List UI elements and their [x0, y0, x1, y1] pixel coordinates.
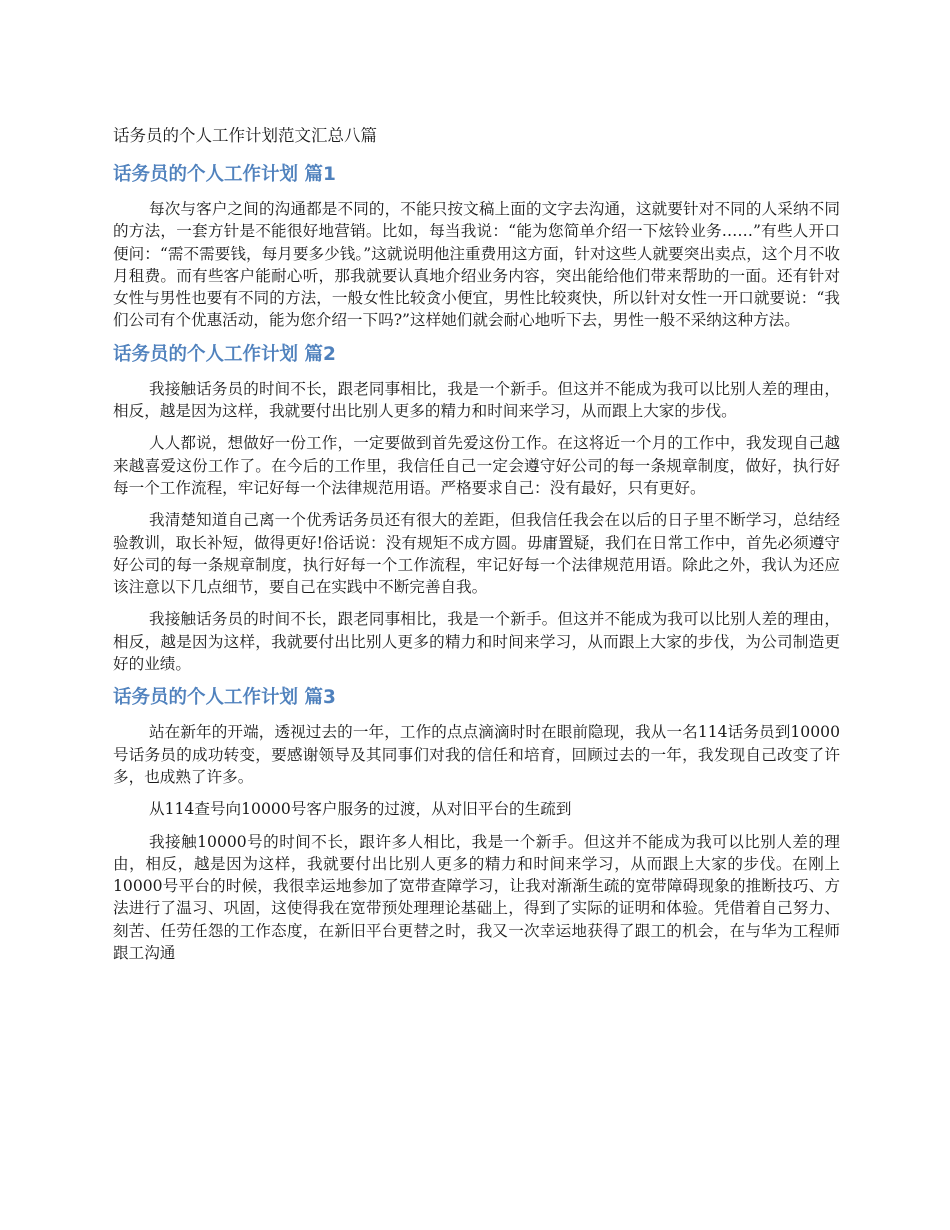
- section-3: [113, 685, 840, 964]
- paragraph: 我清楚知道自己离一个优秀话务员还有很大的差距，但我信任我会在以后的日子里不断学习，总结经验教训，取长补短，做得更好!俗话说：没有规矩不成方圆。毋庸置疑，我们在日常工作中，首先必须遵守好公司的每一条规章制度，执行好每一个工作流程，牢记好每一个法律规范用语。除此之外，我认为还应该注意以下几点细节，要自己在实践中不断完善自我。: [113, 511, 840, 597]
- document-title: 话务员的个人工作计划范文汇总八篇: [113, 126, 377, 145]
- section-2: [113, 342, 840, 676]
- section-heading: 话务员的个人工作计划 篇1: [113, 164, 336, 185]
- paragraph: 每次与客户之间的沟通都是不同的，不能只按文稿上面的文字去沟通，这就要针对不同的人采纳不同的方法，一套方针是不能很好地营销。比如，每当我说：“能为您简单介绍一下炫铃业务……”有些人开口便问：“需不需要钱，每月要多少钱。”这就说明他注重费用这方面，针对这些人就要突出卖点，这个月不收月租费。而有些客户能耐心听，那我就要认真地介绍业务内容，突出能给他们带来帮助的一面。还有针对女性与男性也要有不同的方法，一般女性比较贪小便宜，男性比较爽快，所以针对女性一开口就要说：“我们公司有个优惠活动，能为您介绍一下吗?”这样她们就会耐心地听下去，男性一般不采纳这种方法。: [113, 200, 840, 330]
- section-heading: 话务员的个人工作计划 篇2: [113, 343, 336, 365]
- document-page: [113, 124, 840, 974]
- section-heading: 话务员的个人工作计划 篇3: [113, 687, 336, 709]
- paragraph: 我接触话务员的时间不长，跟老同事相比，我是一个新手。但这并不能成为我可以比别人差的理由，相反，越是因为这样，我就要付出比别人更多的精力和时间来学习，从而跟上大家的步伐。: [113, 379, 840, 421]
- paragraph: 站在新年的开端，透视过去的一年，工作的点点滴滴时时在眼前隐现，我从一名114话务员到10000号话务员的成功转变，要感谢领导及其同事们对我的信任和培育，回顾过去的一年，我发现自己改变了许多，也成熟了许多。: [113, 723, 840, 786]
- paragraph: 我接触话务员的时间不长，跟老同事相比，我是一个新手。但这并不能成为我可以比别人差的理由，相反，越是因为这样，我就要付出比别人更多的精力和时间来学习，从而跟上大家的步伐，为公司制造更好的业绩。: [113, 610, 840, 674]
- paragraph: 从114查号向10000号客户服务的过渡，从对旧平台的生疏到: [149, 800, 572, 819]
- paragraph: 我接触10000号的时间不长，跟许多人相比，我是一个新手。但这并不能成为我可以比别人差的理由，相反，越是因为这样，我就要付出比别人更多的精力和时间来学习，从而跟上大家的步伐。在刚上10000号平台的时候，我很幸运地参加了宽带查障学习，让我对渐渐生疏的宽带障碍现象的推断技巧、方法进行了温习、巩固，这使得我在宽带预处理理论基础上，得到了实际的证明和体验。凭借着自己努力、刻苦、任劳任怨的工作态度，在新旧平台更替之时，我又一次幸运地获得了跟工的机会，在与华为工程师跟工沟通: [113, 832, 840, 963]
- paragraph: 人人都说，想做好一份工作，一定要做到首先爱这份工作。在这将近一个月的工作中，我发现自己越来越喜爱这份工作了。在今后的工作里，我信任自己一定会遵守好公司的每一条规章制度，做好，执行好每一个工作流程，牢记好每一个法律规范用语。严格要求自己：没有最好，只有更好。: [113, 434, 840, 497]
- section-1: [113, 162, 840, 332]
